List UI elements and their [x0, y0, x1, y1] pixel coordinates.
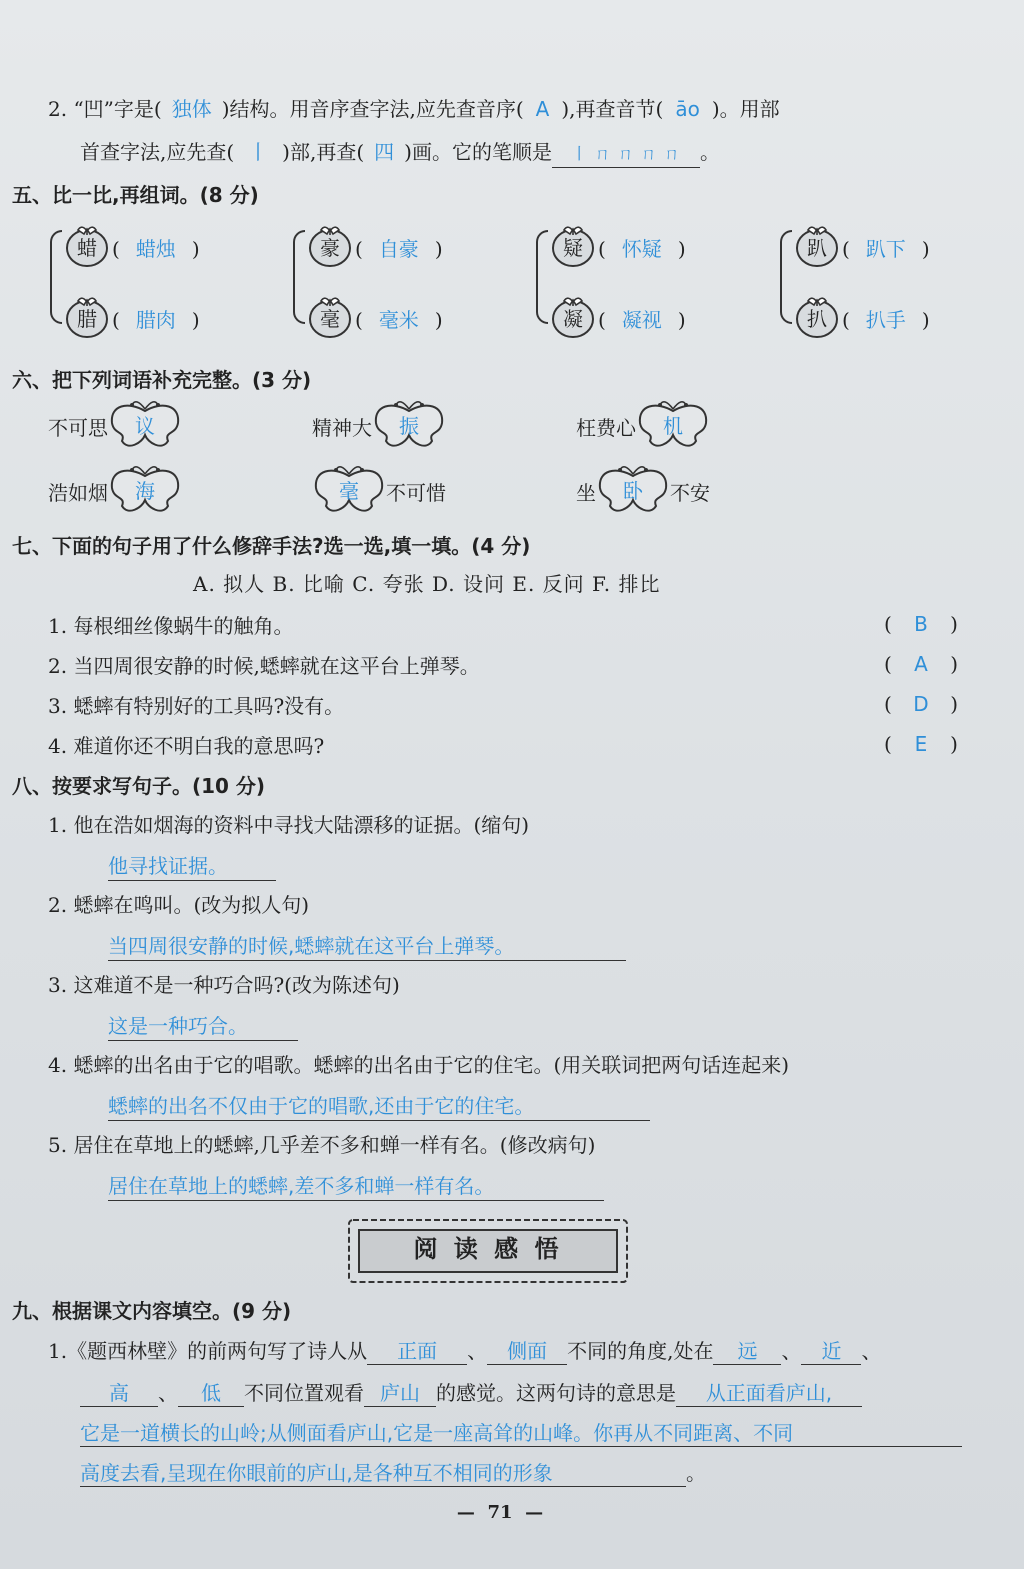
rhetoric-answer-box	[884, 651, 958, 677]
rhetoric-answer-box	[884, 611, 958, 637]
s9-line-2: 高 、 低 不同位置观看 庐山 的感觉。这两句诗的意思是 从正面看庐山,	[80, 1380, 862, 1407]
leaf-character-text: 趴	[807, 236, 827, 260]
word-answer: 凝视	[621, 308, 662, 332]
q2-line-1: 2. “凹”字是( 独体 )结构。用音序查字法,应先查音序( A ),再查音节( āo )。用部	[48, 97, 780, 121]
idiom-item	[576, 395, 710, 451]
open-paren: (	[355, 308, 363, 332]
leaf-character-text: 毫	[320, 307, 340, 331]
rewrite-question: 3. 这难道不是一种巧合吗?(改为陈述句)	[48, 973, 400, 997]
leaf-character-text: 蜡	[77, 236, 97, 260]
rhetoric-answer: D	[913, 692, 929, 716]
leaf-character	[794, 222, 840, 268]
section-5-heading: 五、比一比,再组词。(8 分)	[12, 183, 259, 207]
rhetoric-answer: A	[914, 652, 928, 676]
open-paren: (	[884, 732, 892, 756]
close-paren: )	[950, 612, 958, 636]
s9-line-3	[80, 1420, 962, 1447]
leaf-character-text: 腊	[77, 307, 97, 331]
group-brace	[536, 230, 548, 324]
butterfly-blank	[636, 395, 710, 451]
page-number: — 71 —	[456, 1502, 544, 1523]
rewrite-question: 1. 他在浩如烟海的资料中寻找大陆漂移的证据。(缩句)	[48, 813, 530, 837]
butterfly-blank	[596, 460, 670, 516]
butterfly-blank	[372, 395, 446, 451]
open-paren: (	[112, 308, 120, 332]
open-paren: (	[598, 308, 606, 332]
rhetoric-question: 4. 难道你还不明白我的意思吗?	[48, 734, 325, 758]
leaf-character-text: 凝	[563, 307, 583, 331]
leaf-character	[550, 293, 596, 339]
rewrite-question: 2. 蟋蟀在鸣叫。(改为拟人句)	[48, 893, 310, 917]
word-answer: 扒手	[865, 308, 906, 332]
butterfly-blank	[108, 395, 182, 451]
word-answer: 怀疑	[621, 237, 662, 261]
close-paren: )	[950, 652, 958, 676]
open-paren: (	[598, 237, 606, 261]
rewrite-question: 4. 蟋蟀的出名由于它的唱歌。蟋蟀的出名由于它的住宅。(用关联词把两句话连起来)	[48, 1053, 790, 1077]
q2-bishun-answer: 丨 ㄇ ㄇ ㄇ ㄇ	[552, 141, 700, 168]
close-paren: )	[191, 308, 200, 332]
idiom-answer: 机	[663, 414, 683, 438]
leaf-character-text: 豪	[320, 236, 340, 260]
word-fill	[598, 307, 686, 333]
banner-title: 阅 读 感 悟	[413, 1235, 563, 1263]
idiom-item	[48, 460, 182, 516]
q2-structure-answer: 独体	[171, 97, 212, 121]
s9-answer-3: 远	[713, 1338, 781, 1365]
word-answer: 蜡烛	[135, 237, 176, 261]
section-6-heading: 六、把下列词语补充完整。(3 分)	[12, 368, 312, 392]
s9-answer-2: 侧面	[487, 1338, 567, 1365]
rhetoric-question: 2. 当四周很安静的时候,蟋蟀就在这平台上弹琴。	[48, 654, 480, 678]
leaf-character	[794, 293, 840, 339]
group-brace	[50, 230, 62, 324]
word-fill	[842, 307, 930, 333]
q2-bushou-answer: 丨	[248, 140, 269, 164]
open-paren: (	[112, 237, 120, 261]
word-answer: 毫米	[378, 308, 419, 332]
rewrite-answer: 蟋蟀的出名不仅由于它的唱歌,还由于它的住宅。	[108, 1092, 650, 1121]
open-paren: (	[842, 308, 850, 332]
leaf-character	[550, 222, 596, 268]
s9-answer-4: 近	[801, 1338, 861, 1365]
leaf-character	[64, 222, 110, 268]
open-paren: (	[842, 237, 850, 261]
s9-line-1: 1.《题西林壁》的前两句写了诗人从 正面 、 侧面 不同的角度,处在 远 、 近 、	[48, 1339, 882, 1363]
idiom-item	[48, 395, 182, 451]
leaf-character-text: 扒	[807, 307, 827, 331]
idiom-prefix: 枉费心	[576, 416, 636, 440]
idiom-answer: 议	[135, 414, 155, 438]
close-paren: )	[191, 237, 200, 261]
close-paren: )	[921, 237, 930, 261]
q2-yinxu-answer: A	[535, 97, 550, 121]
reading-banner	[347, 1218, 629, 1284]
open-paren: (	[355, 237, 363, 261]
rewrite-answer: 当四周很安静的时候,蟋蟀就在这平台上弹琴。	[108, 932, 626, 961]
idiom-item	[312, 395, 446, 451]
close-paren: )	[434, 308, 443, 332]
idiom-answer: 海	[135, 479, 155, 503]
idiom-suffix: 不可惜	[386, 481, 446, 505]
idiom-answer: 振	[399, 414, 419, 438]
idiom-prefix: 不可思	[48, 416, 108, 440]
leaf-character-text: 疑	[563, 236, 583, 260]
rhetoric-answer-box	[884, 691, 958, 717]
s9-answer-9: 它是一道横长的山岭;从侧面看庐山,它是一座高耸的山峰。你再从不同距离、不同	[80, 1420, 962, 1447]
open-paren: (	[884, 612, 892, 636]
idiom-prefix: 坐	[576, 481, 596, 505]
q2-hua-answer: 四	[374, 140, 395, 164]
leaf-character	[64, 293, 110, 339]
rhetoric-answer: E	[914, 732, 928, 756]
s9-answer-7: 庐山	[364, 1380, 436, 1407]
rewrite-answer: 他寻找证据。	[108, 852, 276, 881]
idiom-prefix: 精神大	[312, 416, 372, 440]
open-paren: (	[884, 692, 892, 716]
q2-line-2: 首查字法,应先查( 丨 )部,再查( 四 )画。它的笔顺是 丨 ㄇ ㄇ ㄇ ㄇ 。	[80, 139, 720, 168]
word-fill	[598, 236, 686, 262]
section-7-heading: 七、下面的句子用了什么修辞手法?选一选,填一填。(4 分)	[12, 534, 531, 558]
leaf-character	[307, 222, 353, 268]
word-answer: 趴下	[865, 237, 906, 261]
idiom-item	[312, 460, 446, 516]
close-paren: )	[950, 732, 958, 756]
group-brace	[780, 230, 792, 324]
word-fill	[355, 236, 443, 262]
s9-answer-10: 高度去看,呈现在你眼前的庐山,是各种互不相同的形象	[80, 1460, 686, 1487]
idiom-answer: 毫	[339, 479, 359, 503]
s9-line-4: 高度去看,呈现在你眼前的庐山,是各种互不相同的形象 。	[80, 1461, 706, 1485]
close-paren: )	[434, 237, 443, 261]
word-fill	[112, 236, 200, 262]
s9-answer-1: 正面	[367, 1338, 467, 1365]
idiom-item	[576, 460, 710, 516]
group-brace	[293, 230, 305, 324]
rhetoric-answer: B	[914, 612, 928, 636]
leaf-character	[307, 293, 353, 339]
s9-answer-5: 高	[80, 1380, 158, 1407]
butterfly-blank	[312, 460, 386, 516]
close-paren: )	[677, 237, 686, 261]
idiom-prefix: 浩如烟	[48, 481, 108, 505]
word-answer: 自豪	[378, 237, 419, 261]
s9-answer-8: 从正面看庐山,	[676, 1380, 862, 1407]
close-paren: )	[921, 308, 930, 332]
q2-yinjie-answer: āo	[675, 97, 700, 121]
section-8-heading: 八、按要求写句子。(10 分)	[12, 774, 266, 798]
word-fill	[842, 236, 930, 262]
word-fill	[355, 307, 443, 333]
idiom-suffix: 不安	[670, 481, 710, 505]
rewrite-answer: 居住在草地上的蟋蟀,差不多和蝉一样有名。	[108, 1172, 604, 1201]
rhetoric-question: 3. 蟋蟀有特别好的工具吗?没有。	[48, 694, 345, 718]
rhetoric-answer-box	[884, 731, 958, 757]
word-fill	[112, 307, 200, 333]
close-paren: )	[950, 692, 958, 716]
rhetoric-options: A. 拟人 B. 比喻 C. 夸张 D. 设问 E. 反问 F. 排比	[193, 572, 661, 596]
rewrite-answer: 这是一种巧合。	[108, 1012, 298, 1041]
word-answer: 腊肉	[135, 308, 176, 332]
idiom-answer: 卧	[623, 479, 643, 503]
rhetoric-question: 1. 每根细丝像蜗牛的触角。	[48, 614, 294, 638]
rewrite-question: 5. 居住在草地上的蟋蟀,几乎差不多和蝉一样有名。(修改病句)	[48, 1133, 596, 1157]
section-9-heading: 九、根据课文内容填空。(9 分)	[12, 1299, 292, 1323]
butterfly-blank	[108, 460, 182, 516]
open-paren: (	[884, 652, 892, 676]
close-paren: )	[677, 308, 686, 332]
s9-answer-6: 低	[178, 1380, 244, 1407]
